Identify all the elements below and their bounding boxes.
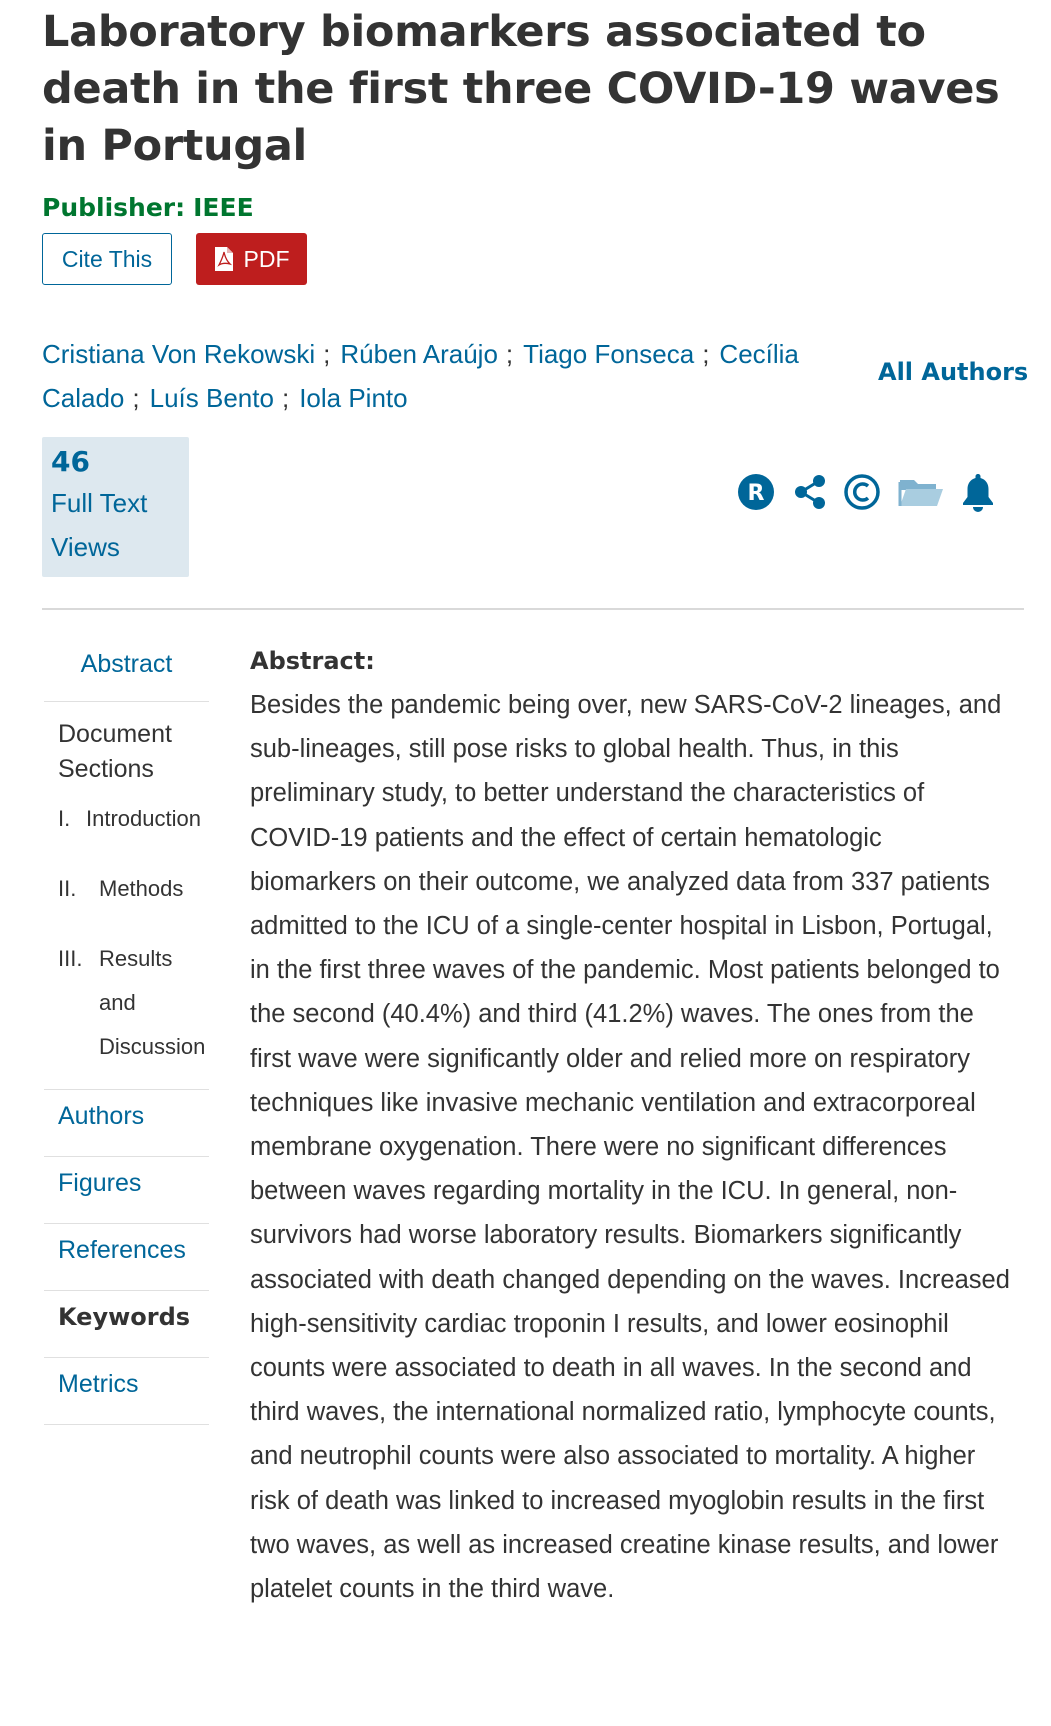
section-title: Methods <box>99 876 184 901</box>
author-link[interactable]: Cristiana Von Rekowski <box>42 339 316 369</box>
author-link[interactable]: Iola Pinto <box>299 383 408 413</box>
abstract-heading: Abstract: <box>250 647 375 675</box>
section-number: III. <box>58 946 83 971</box>
abstract-section <box>250 643 1010 1611</box>
sidebar-item-references[interactable]: References <box>44 1224 209 1291</box>
author-link[interactable]: Cecília Calado <box>42 339 799 413</box>
cite-this-button[interactable]: Cite This <box>42 233 172 285</box>
pdf-button[interactable] <box>196 233 307 285</box>
sidebar-section-introduction[interactable] <box>58 797 209 841</box>
section-number: I. <box>58 806 71 831</box>
author-link[interactable]: Rúben Araújo <box>340 339 498 369</box>
pdf-button-label: PDF <box>243 245 290 272</box>
sidebar-section-methods[interactable] <box>58 867 209 911</box>
sidebar-section-results[interactable] <box>58 937 209 1069</box>
views-label: Full Text Views <box>51 488 148 562</box>
author-separator: ; <box>281 383 290 413</box>
all-authors-link[interactable]: All Authors <box>878 358 1029 386</box>
author-separator: ; <box>505 339 514 369</box>
article-title: Laboratory biomarkers associated to death in the first three COVID-19 waves in Portugal <box>42 7 1000 171</box>
abstract-text: Besides the pandemic being over, new SARS-CoV-2 lineages, and sub-lineages, still pose risks to global health. Thus, in this preliminary study, to better understand the characteristics of COVID-19 patients and the effect of certain hematologic biomarkers on their outcome, we analyzed data from 337 patients admitted to the ICU of a single-center hospital in Lisbon, Portugal, in the first three waves of the pandemic. Most patients belonged to the second (40.4%) and third (41.2%) waves. The ones from the first wave were significantly older and relied more on respiratory techniques like invasive mechanic ventilation and extracorporeal membrane oxygenation. There were no significant differences between waves regarding mortality in the ICU. In general, non-survivors had worse laboratory results. Biomarkers significantly associated with death changed depending on the waves. Increased high-sensitivity cardiac troponin I results, and lower eosinophil counts were associated to death in all waves. In the second and third waves, the international normalized ratio, lymphocyte counts, and neutrophil counts were also associated to mortality. A higher risk of death was linked to increased myoglobin results in the first two waves, as well as increased creatine kinase results, and lower platelet counts in the third wave. <box>250 691 1010 1604</box>
sidebar-item-keywords[interactable]: Keywords <box>44 1291 209 1358</box>
document-sections <box>44 702 209 1069</box>
author-separator: ; <box>132 383 140 413</box>
document-sections-group <box>44 702 209 1090</box>
rights-r-icon[interactable] <box>737 470 775 514</box>
share-icon[interactable] <box>793 470 827 514</box>
folder-icon[interactable] <box>898 470 944 514</box>
svg-text:R: R <box>747 481 765 506</box>
views-count: 46 <box>51 445 90 478</box>
sidebar-item-figures[interactable]: Figures <box>44 1157 209 1224</box>
sidebar-item-authors[interactable]: Authors <box>44 1090 209 1157</box>
pdf-icon <box>214 246 234 272</box>
author-separator: ; <box>323 339 331 369</box>
section-divider <box>42 608 1024 610</box>
publisher-label: Publisher: <box>42 193 186 222</box>
author-link[interactable]: Luís Bento <box>149 383 274 413</box>
bell-icon[interactable] <box>960 470 996 514</box>
full-text-views-badge <box>42 437 189 577</box>
section-number: II. <box>58 876 77 901</box>
publisher-name: IEEE <box>193 193 254 222</box>
author-list <box>42 332 842 420</box>
document-sections-title: Document Sections <box>58 720 172 783</box>
sidebar-item-metrics[interactable]: Metrics <box>44 1358 209 1425</box>
copyright-icon[interactable] <box>843 470 881 514</box>
document-sidebar <box>44 640 209 1425</box>
section-title: Results and Discussion <box>99 946 206 1059</box>
author-link[interactable]: Tiago Fonseca <box>523 339 695 369</box>
sidebar-item-abstract[interactable]: Abstract <box>44 640 209 702</box>
publisher-line <box>42 193 254 222</box>
author-separator: ; <box>702 339 710 369</box>
section-title: Introduction <box>86 806 201 831</box>
